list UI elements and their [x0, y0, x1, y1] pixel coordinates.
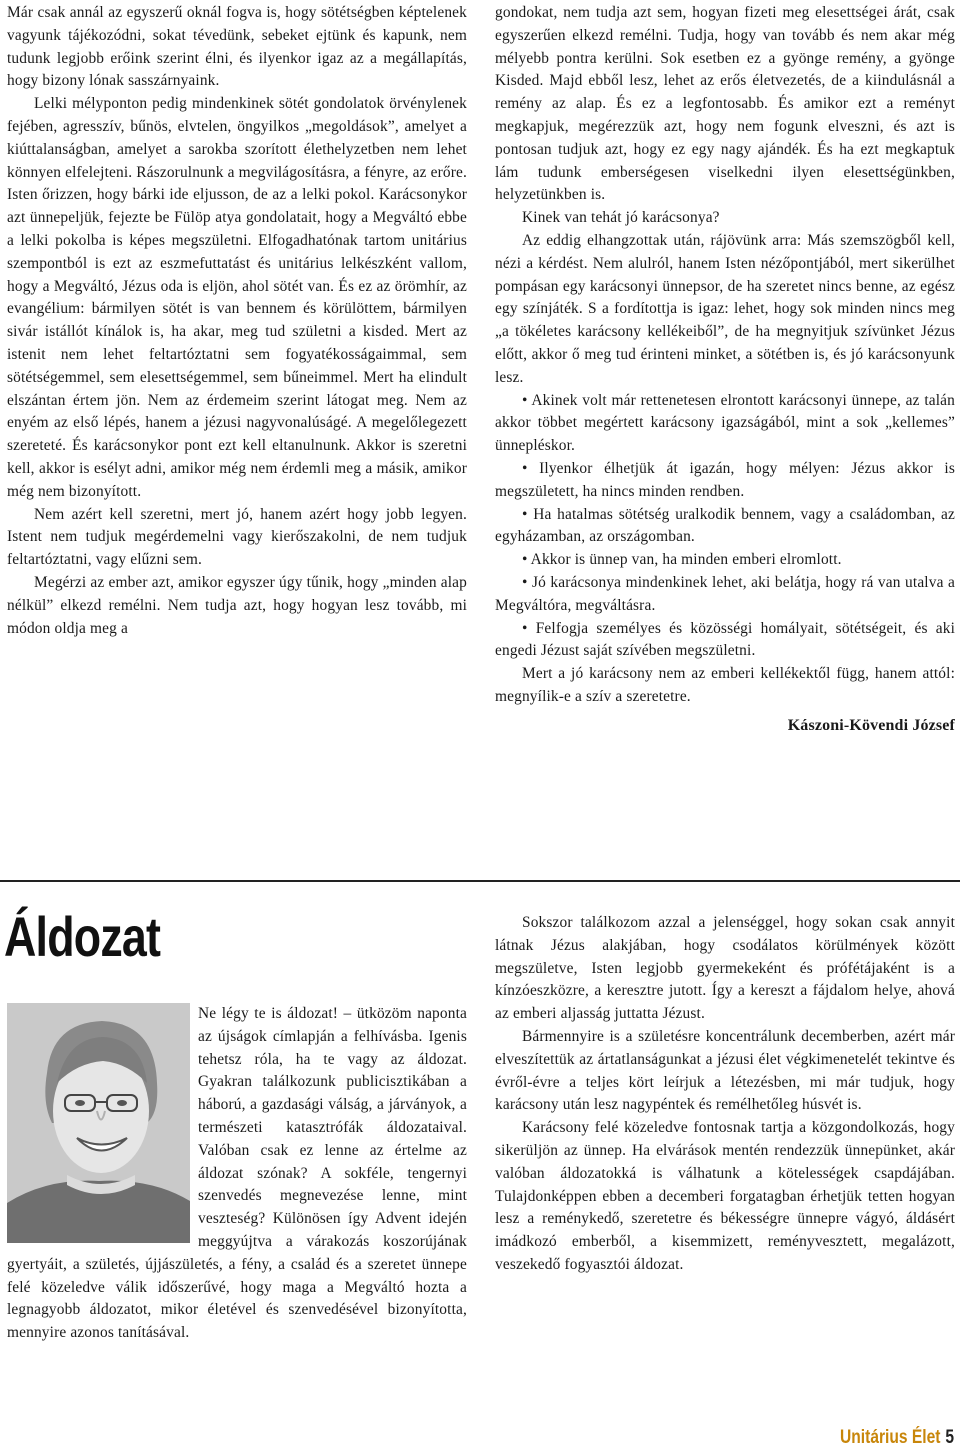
paragraph: Mert a jó karácsony nem az emberi kellékektől függ, hanem attól: megnyílik-e a szív a szeretetre.: [495, 665, 955, 705]
paragraph: Megérzi az ember azt, amikor egyszer úgy tűnik, hogy „minden alap nélkül” elkezd remélni. Nem tudja azt, hogy hogyan lesz tovább, mi módon oldja meg a: [7, 573, 467, 637]
top-right-column: [495, 2, 955, 738]
paragraph: Az eddig elhangzottak után, rájövünk arra: Más szemszögből kell, nézi a kérdést. Nem alulról, hanem Isten nézőpontjából, mert sikerülhet pompásan egy karácsonyi ünnepsor, de ha szeretet nincs benne, az egész egy színjáték. S a fordítottja is igaz: lehet, hogy sok minden nincs meg „a tökéletes karácsony kellékeiből”, de ha megnyitjuk szívünket Jézus előtt, akkor ő meg tud érinteni minket, a sötétben is, és jó karácsonyunk lesz.: [495, 231, 955, 386]
bullet-item: • Jó karácsonya mindenkinek lehet, aki belátja, hogy rá van utalva a Megváltóra, megváltásra.: [495, 573, 955, 614]
paragraph: gondokat, nem tudja azt sem, hogyan fizeti meg elesettségei árát, csak egyszerűen elkezd remélni. Tudja, hogy van tovább és nem akar még mélyebb pontra kerülni. Sok esetben ez a gyönge remény, a gyönge Kisded. Majd ebből lesz, lehet az erős életvezetés, de a kiindulásnál a remény az alap. És ez a legfontosabb. És amikor ezt a reményt megkapjuk, megérezzük azt, hogy nem fogunk elveszni, és azt is pontosan tudjuk azt, hogy ez egy nagy ajándék. És ha ezt megkaptuk lám tudunk emberségesen viselkedni ilyen elesettségünkben, helyzetünkben is.: [495, 4, 955, 204]
section-divider: [0, 880, 960, 882]
paragraph: Nem azért kell szeretni, mert jó, hanem azért hogy jobb legyen. Istent nem tudjuk megérdemelni vagy kierőszakolni, de nem tudjuk feltartóztatni, vagy elűzni sem.: [7, 505, 467, 569]
paragraph: Lelki mélyponton pedig mindenkinek sötét gondolatok örvénylenek fejében, agresszív, bűnös, elvtelen, öngyilkos „megoldások”, amelyet a kiúttalanságban, amelyet a sarokba szorított élethelyzetben nem lehet könnyen elfelejteni. Rászorulnunk a megvilágosításra, a fényre, az erőre. Isten őrizzen, hogy bárki ide eljusson, de az a lelki pokol. Karácsonykor azt ünnepeljük, fejezte be Fülöp atya gondolatait, hogy a Megváltó ebbe a lelki pokolba is képes megszületni. Elfogadhatónak tartom unitárius szempontból is ezt az eszmefuttatást és unitárius lelkészként vallom, hogy a Megváltó, Jézus oda is eljön, ahol sötét van. És ez az örömhír, az evangélium: bármilyen sötét is van bennem és körülöttem, bármilyen sivár istállót kínálok is, ha akar, meg tud születni a kisded. Mert az istenit nem lehet feltartóztatni sem fogyatékosságaimmal, sem sötétségemmel, sem elesettségemmel, sem bűneimmel. Mert ha elindult elszántan értem jön. Nem az érdemeim szerint látogat meg. Nem az enyém az első lépés, hanem a jézusi nagyvonalúságé. A megelőlegezett szereteté. És karácsonykor pont ezt kell eltanulnunk. Akkor is szeretni kell, akkor is esélyt adni, amikor még nem érdemli meg a másik, amikor még nem bizonyított.: [7, 95, 467, 500]
portrait-image: [7, 1003, 190, 1243]
paragraph: Már csak annál az egyszerű oknál fogva is, hogy sötétségben képtelenek vagyunk tájékozódni, sokat tévedünk, sebeket ejtünk és kapunk, nem tudunk legjobb erőink szerint élni, és ilyenkor igaz az a megállapítás, hogy bizony lónak sasszárnyaink.: [7, 4, 467, 90]
bullet-item: • Akkor is ünnep van, ha minden emberi elromlott.: [522, 551, 842, 569]
page-number: 5: [945, 1427, 954, 1448]
bottom-right-column: [495, 912, 955, 1277]
top-left-column: [7, 2, 467, 640]
paragraph: Karácsony felé közeledve fontosnak tartja a közgondolkozás, hogy sikerüljön az ünnep. Ha elvárások mentén rendezzük ünnepünket, akár valóban áldozatokká is válhatunk a kötelességek csapdájában. Tulajdonképpen ebben a decemberi forgatagban érhetjük tetten hogyan lesz a reménykedő, szeretetre és békességre ünnepre vágyó, áldásért imádkozó emberből, a kisemmizett, reményvesztett, megalázott, veszekedő fogyasztói áldozat.: [495, 1119, 955, 1273]
page-footer: [840, 1426, 954, 1450]
bullet-item: • Ha hatalmas sötétség uralkodik bennem, vagy a családomban, az egyházamban, az országomban.: [495, 505, 955, 546]
paragraph: Kinek van tehát jó karácsonya?: [522, 209, 720, 227]
article-title: Áldozat: [4, 905, 161, 968]
author-signature: Kászoni-Kövendi József: [787, 716, 955, 734]
bullet-item: • Felfogja személyes és közösségi homályait, sötétségeit, és aki engedi Jézust saját szívében megszületni.: [495, 619, 955, 660]
author-photo: [7, 1003, 190, 1243]
paragraph: Sokszor találkozom azzal a jelenséggel, hogy sokan csak annyit látnak Jézus alakjában, hogy csodálatos körülmények között megszületve, Isten legjobb gyermekeként és prófétájaként is a kínzóeszközre, a keresztre jutott. Így a kereszt a fájdalom helye, ahová az emberi aljasság juttatta Jézust.: [495, 914, 955, 1023]
paragraph: Bármennyire is a születésre koncentrálunk decemberben, azért már elveszítettük az ártatlanságunkat a jézusi élet végkimenetelét tekintve és évről-évre a teljes kört leírjuk a létezésben, mi már tudjuk, hogy karácsony után lesz nagypéntek és remélhetőleg húsvét is.: [495, 1027, 955, 1114]
bottom-left-column: [7, 1003, 467, 1345]
article-intro: Ne légy te is áldozat! – ütközöm naponta az újságok címlapján a felhívásba. Igenis tehetsz róla, ha te vagy az áldozat. Gyakran találkozunk publicisztikában a háború, a gazdasági válság, a járványok, a természeti katasztrófák áldozataival. Valóban csak ez lenne az értelme az áldozat szónak? A sokféle, tengernyi szenvedés megnevezése lenne, mint veszteség? Különösen így Advent idején meggyújtva a várakozás koszorújának gyertyáit, a születés, újjászületés, a fény, a család és a szeretet ünnepe felé közeledve válik időszerűvé, hogy maga a Megváltó hozta a legnagyobb áldozatot, mikor életével és szenvedésével bizonyította, mennyire azonos tanításával.: [7, 1005, 467, 1342]
publication-name: Unitárius Élet: [839, 1427, 941, 1448]
bullet-item: • Ilyenkor élhetjük át igazán, hogy mélyen: Jézus akkor is megszületett, ha nincs minden rendben.: [495, 459, 955, 500]
bullet-item: • Akinek volt már rettenetesen elrontott karácsonyi ünnepe, az talán akkor többet megértett karácsony igazságából, mint a sok „kellemes” ünnepléskor.: [495, 391, 955, 455]
